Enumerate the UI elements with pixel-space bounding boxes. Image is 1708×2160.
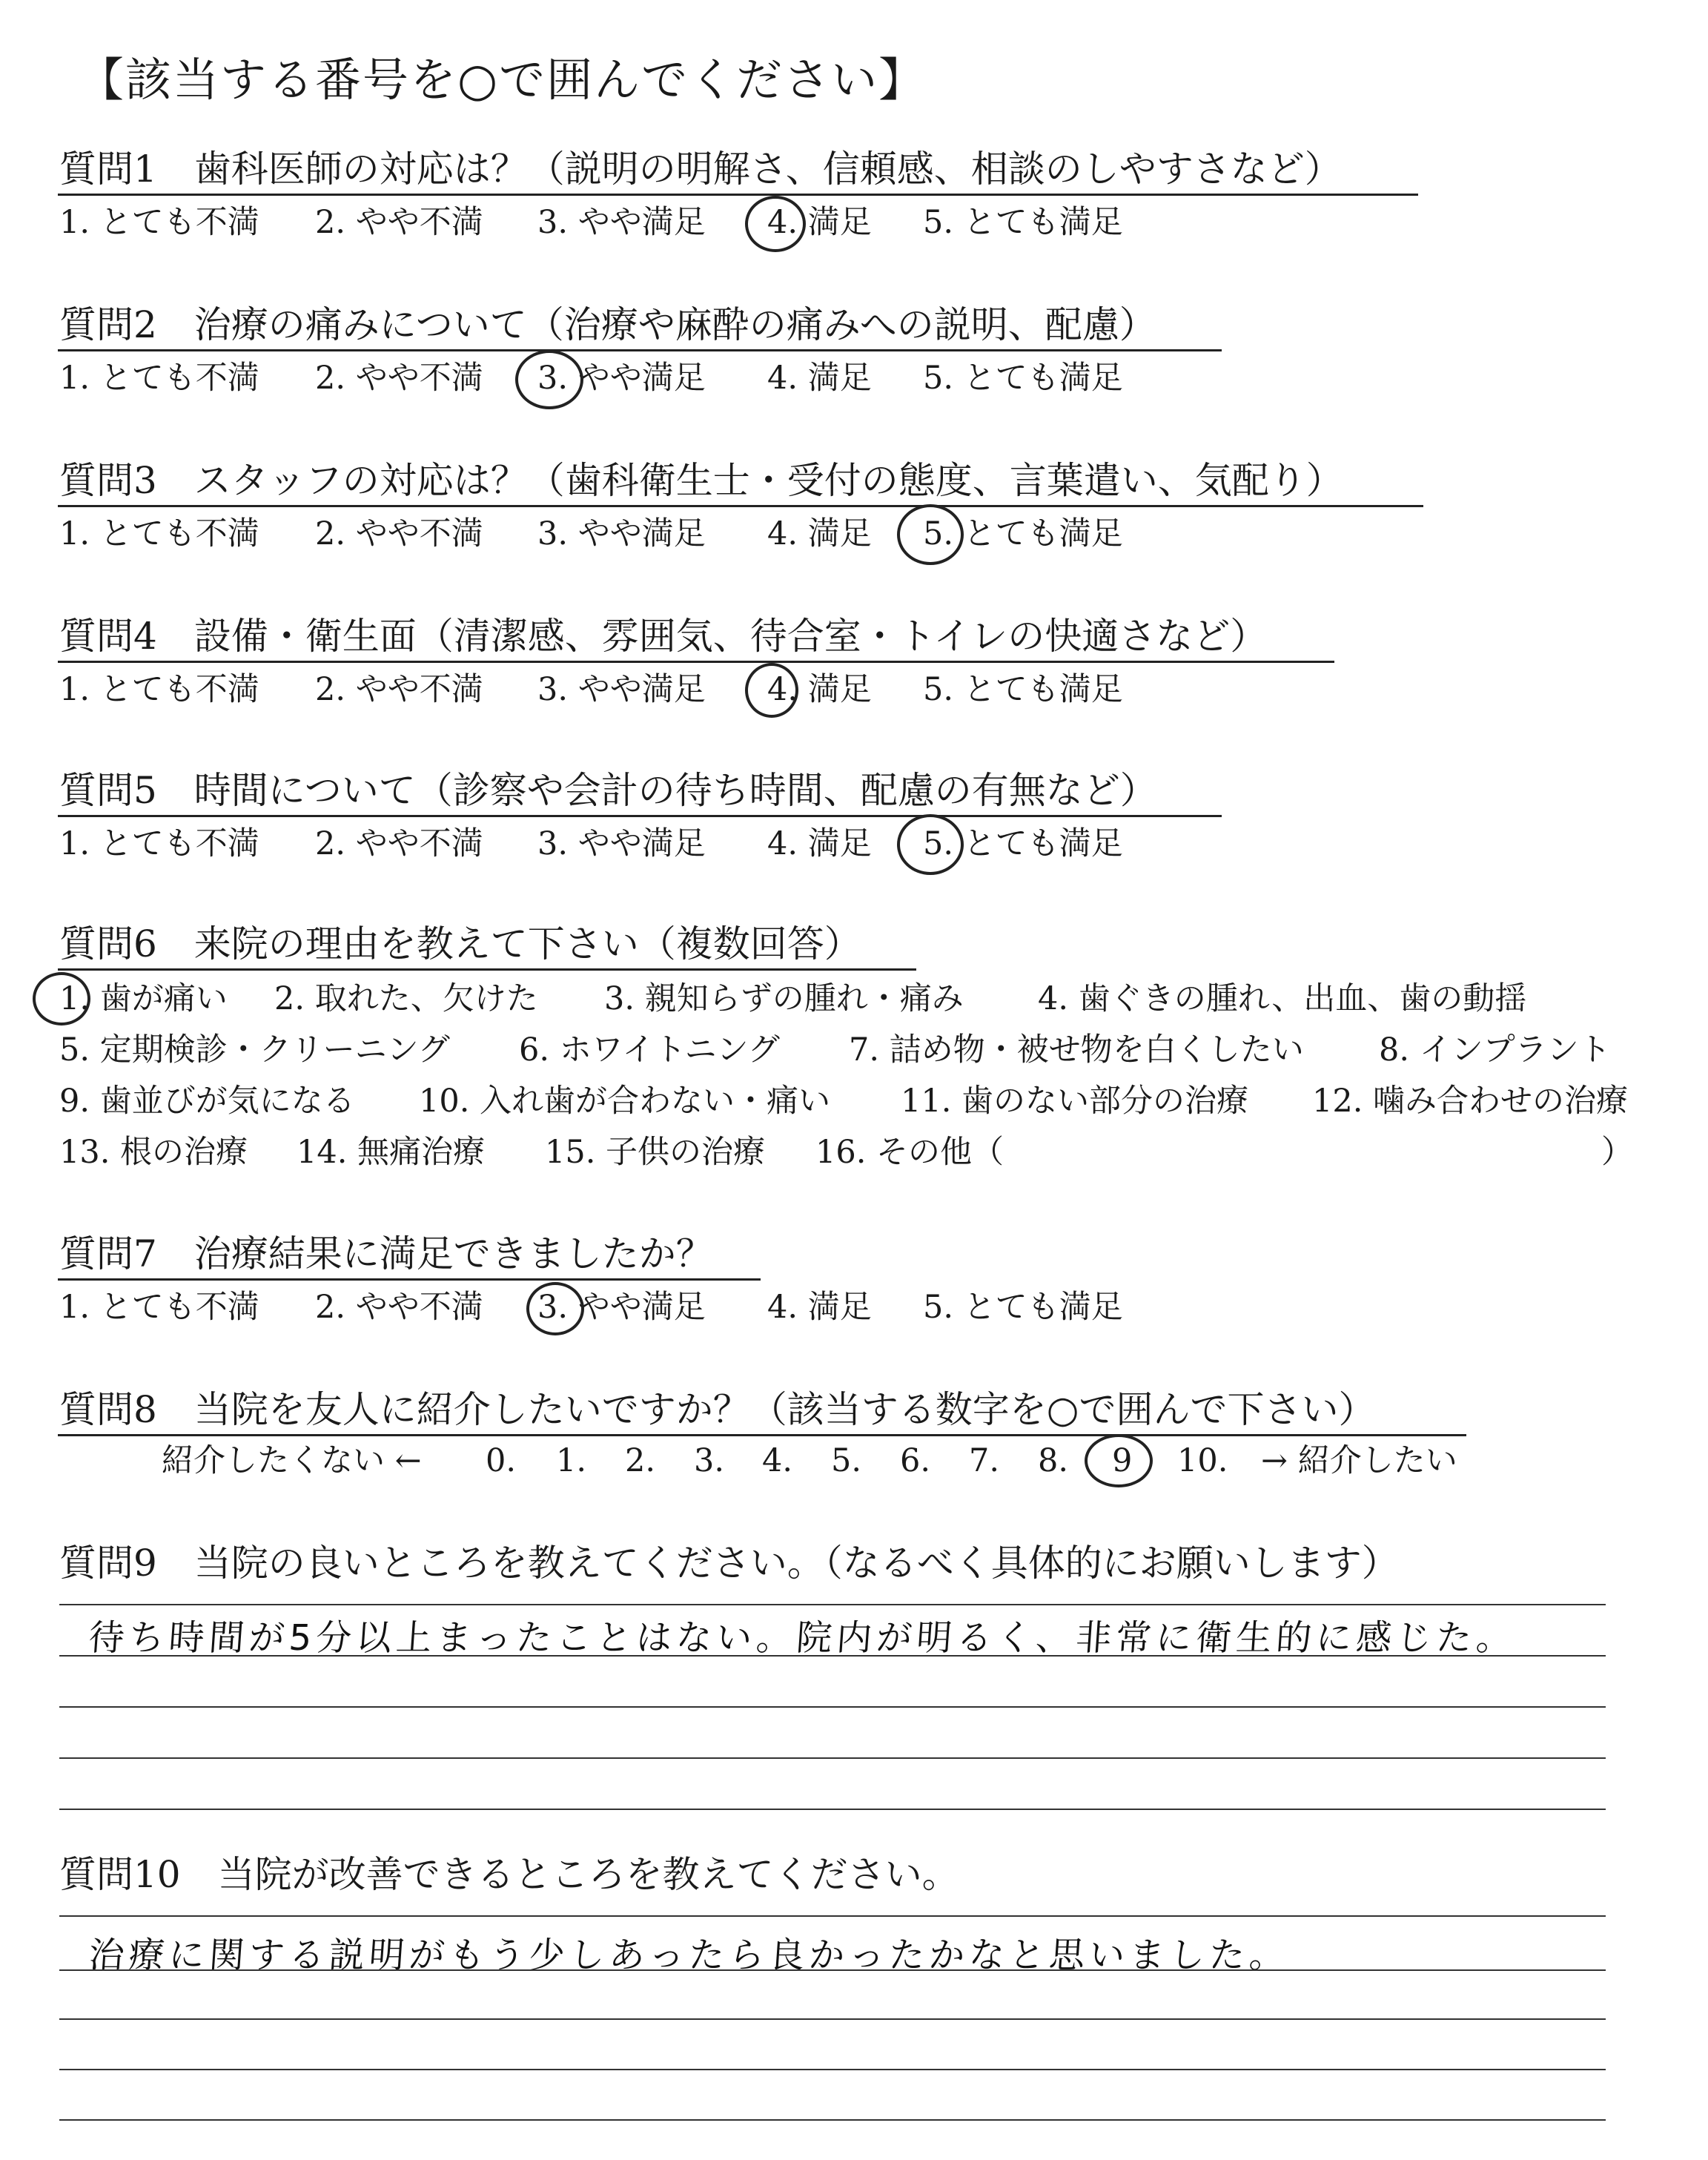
answer-line (59, 1757, 1606, 1759)
scale-0[interactable]: 0. (486, 1442, 517, 1479)
reason-option[interactable]: 3. 親知らずの腫れ・痛み (604, 980, 964, 1017)
option-4[interactable]: 4. 満足 (767, 825, 872, 862)
scale-2[interactable]: 2. (625, 1442, 656, 1479)
question-2-underline (58, 349, 1222, 351)
question-1-title: 質問1 歯科医師の対応は？（説明の明解さ、信頼感、相談のしやすさなど） (59, 148, 1342, 191)
scale-6[interactable]: 6. (900, 1442, 931, 1479)
question-6-title: 質問6 来院の理由を教えて下さい（複数回答） (59, 922, 861, 965)
option-4[interactable]: 4. 満足 (767, 671, 872, 708)
question-5-title: 質問5 時間について（診察や会計の待ち時間、配慮の有無など） (59, 769, 1157, 812)
reason-option-other[interactable]: 16. その他（ (815, 1134, 1004, 1171)
option-3[interactable]: 3. やや満足 (537, 1289, 706, 1326)
reason-option[interactable]: 4. 歯ぐきの腫れ、出血、歯の動揺 (1038, 980, 1527, 1017)
scale-3[interactable]: 3. (694, 1442, 725, 1479)
option-3[interactable]: 3. やや満足 (537, 360, 706, 397)
option-5[interactable]: 5. とても満足 (923, 1289, 1123, 1326)
selection-circle (526, 1282, 584, 1335)
reason-option[interactable]: 11. 歯のない部分の治療 (901, 1083, 1249, 1120)
option-5[interactable]: 5. とても満足 (923, 825, 1123, 862)
question-4-title: 質問4 設備・衛生面（清潔感、雰囲気、待合室・トイレの快適さなど） (59, 615, 1268, 658)
page-heading: 【該当する番号を○で囲んでください】 (78, 53, 927, 107)
answer-line (59, 2018, 1606, 2020)
question-6-underline (58, 968, 916, 971)
answer-line (59, 1969, 1606, 1971)
answer-line (59, 1706, 1606, 1708)
scale-5[interactable]: 5. (831, 1442, 862, 1479)
reason-option[interactable]: 7. 詰め物・被せ物を白くしたい (849, 1031, 1304, 1069)
option-2[interactable]: 2. やや不満 (315, 360, 483, 397)
option-5[interactable]: 5. とても満足 (923, 360, 1123, 397)
reason-option[interactable]: 9. 歯並びが気になる (59, 1083, 355, 1120)
selection-circle (897, 814, 964, 875)
option-5[interactable]: 5. とても満足 (923, 204, 1123, 241)
reason-option[interactable]: 8. インプラント (1379, 1031, 1611, 1069)
option-3[interactable]: 3. やや満足 (537, 671, 706, 708)
question-1-underline (58, 194, 1418, 196)
option-5[interactable]: 5. とても満足 (923, 515, 1123, 552)
question-5-underline (58, 815, 1222, 817)
reason-option[interactable]: 10. 入れ歯が合わない・痛い (419, 1083, 831, 1120)
scale-7[interactable]: 7. (969, 1442, 1000, 1479)
reason-option[interactable]: 2. 取れた、欠けた (274, 980, 538, 1017)
answer-line (59, 2119, 1606, 2121)
reason-option[interactable]: 15. 子供の治療 (545, 1134, 766, 1171)
reason-option[interactable]: 1. 歯が痛い (59, 980, 228, 1017)
option-2[interactable]: 2. やや不満 (315, 515, 483, 552)
q10-handwritten-answer[interactable]: 治療に関する説明がもう少しあったら良かったかなと思いました。 (87, 1935, 1291, 1976)
option-4[interactable]: 4. 満足 (767, 1289, 872, 1326)
selection-circle (745, 196, 806, 252)
question-7-title: 質問7 治療結果に満足できましたか？ (59, 1232, 713, 1275)
option-3[interactable]: 3. やや満足 (537, 825, 706, 862)
option-1[interactable]: 1. とても不満 (59, 360, 259, 397)
answer-line (59, 1915, 1606, 1917)
question-4-underline (58, 661, 1334, 663)
scale-1[interactable]: 1. (556, 1442, 587, 1479)
question-3-underline (58, 505, 1423, 507)
option-4[interactable]: 4. 満足 (767, 360, 872, 397)
selection-circle (745, 663, 798, 718)
scale-4[interactable]: 4. (762, 1442, 793, 1479)
question-8-underline (58, 1434, 1466, 1436)
reason-option[interactable]: 14. 無痛治療 (297, 1134, 486, 1171)
reason-option[interactable]: 6. ホワイトニング (519, 1031, 780, 1069)
question-8-title: 質問8 当院を友人に紹介したいですか？（該当する数字を○で囲んで下さい） (59, 1388, 1376, 1431)
question-3-title: 質問3 スタッフの対応は？（歯科衛生士・受付の態度、言葉遣い、気配り） (59, 459, 1343, 502)
scale-8[interactable]: 8. (1038, 1442, 1069, 1479)
option-1[interactable]: 1. とても不満 (59, 671, 259, 708)
option-2[interactable]: 2. やや不満 (315, 1289, 483, 1326)
option-3[interactable]: 3. やや満足 (537, 515, 706, 552)
question-2-title: 質問2 治療の痛みについて（治療や麻酔の痛みへの説明、配慮） (59, 303, 1156, 346)
q9-handwritten-answer[interactable]: 待ち時間が5分以上まったことはない。院内が明るく、非常に衛生的に感じた。 (87, 1617, 1518, 1659)
question-10-title: 質問10 当院が改善できるところを教えてください。 (59, 1853, 959, 1896)
reason-option[interactable]: 12. 噛み合わせの治療 (1312, 1083, 1629, 1120)
selection-circle (897, 504, 964, 565)
scale-10[interactable]: 10. (1177, 1442, 1228, 1479)
option-1[interactable]: 1. とても不満 (59, 515, 259, 552)
option-1[interactable]: 1. とても不満 (59, 825, 259, 862)
reason-other-close: ） (1601, 1134, 1633, 1171)
question-7-underline (58, 1278, 761, 1281)
scale-9[interactable]: 9 (1112, 1442, 1133, 1479)
answer-line (59, 1809, 1606, 1810)
selection-circle (515, 350, 583, 409)
option-3[interactable]: 3. やや満足 (537, 204, 706, 241)
scale-right-label: → 紹介したい (1261, 1442, 1457, 1479)
option-5[interactable]: 5. とても満足 (923, 671, 1123, 708)
selection-circle (33, 972, 90, 1025)
option-2[interactable]: 2. やや不満 (315, 204, 483, 241)
answer-line (59, 2069, 1606, 2070)
option-4[interactable]: 4. 満足 (767, 204, 872, 241)
reason-option[interactable]: 5. 定期検診・クリーニング (59, 1031, 450, 1069)
selection-circle (1085, 1434, 1153, 1487)
option-2[interactable]: 2. やや不満 (315, 825, 483, 862)
option-4[interactable]: 4. 満足 (767, 515, 872, 552)
option-1[interactable]: 1. とても不満 (59, 204, 259, 241)
option-1[interactable]: 1. とても不満 (59, 1289, 259, 1326)
answer-line (59, 1655, 1606, 1657)
question-9-title: 質問9 当院の良いところを教えてください。（なるべく具体的にお願いします） (59, 1542, 1399, 1585)
option-2[interactable]: 2. やや不満 (315, 671, 483, 708)
answer-line (59, 1604, 1606, 1605)
scale-left-label: 紹介したくない ← (162, 1442, 422, 1479)
reason-option[interactable]: 13. 根の治療 (59, 1134, 248, 1171)
